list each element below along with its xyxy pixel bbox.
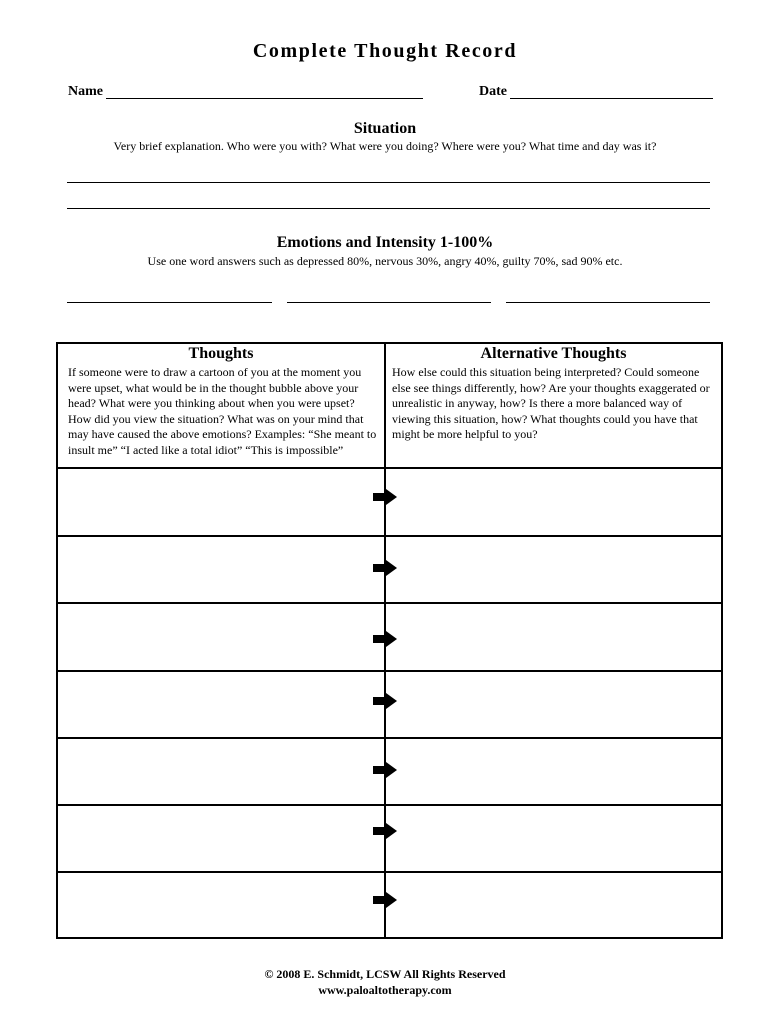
arrow-right-icon	[373, 762, 397, 778]
alternative-cell-6[interactable]	[386, 806, 721, 871]
arrow-right-icon	[373, 892, 397, 908]
situation-heading: Situation	[353, 120, 417, 137]
situation-description: Very brief explanation. Who were you with? What were you doing? Where were you? What time and day was it?	[113, 139, 657, 153]
emotion-field-2[interactable]	[287, 302, 491, 303]
thought-cell-2[interactable]	[58, 537, 384, 602]
alternative-thoughts-description: How else could this situation being interpreted? Could someone else see things differently, how? Are your thoughts exaggerated or unrealistic in anyway, how? Is there a more balanced way of viewing this situation, how? What thoughts could you have that might be more helpful to you?	[392, 365, 710, 441]
emotions-heading: Emotions and Intensity 1-100%	[276, 234, 494, 251]
alternative-cell-2[interactable]	[386, 537, 721, 602]
emotion-field-3[interactable]	[506, 302, 710, 303]
alternative-cell-1[interactable]	[386, 469, 721, 535]
thoughts-description: If someone were to draw a cartoon of you at the moment you were upset, what would be in the thought bubble above your head? What were you thinking about when you were upset? How did you view the situation? What was on your mind that may have caused the above emotions? Examples: “She meant to insult me” “I acted like a total idiot” “This is impossible”	[68, 365, 377, 457]
thought-cell-5[interactable]	[58, 739, 384, 804]
arrow-right-icon	[373, 823, 397, 839]
alternative-cell-3[interactable]	[386, 604, 721, 670]
page-title: Complete Thought Record	[252, 40, 518, 62]
thought-cell-3[interactable]	[58, 604, 384, 670]
date-field[interactable]	[510, 98, 713, 99]
emotion-field-1[interactable]	[67, 302, 272, 303]
footer-website: www.paloaltotherapy.com	[318, 983, 452, 997]
situation-line-1[interactable]	[67, 182, 710, 183]
alternative-cell-5[interactable]	[386, 739, 721, 804]
situation-line-2[interactable]	[67, 208, 710, 209]
thoughts-heading: Thoughts	[188, 345, 254, 362]
thought-cell-7[interactable]	[58, 873, 384, 937]
thought-cell-1[interactable]	[58, 469, 384, 535]
alternative-cell-7[interactable]	[386, 873, 721, 937]
arrow-right-icon	[373, 693, 397, 709]
footer-copyright: © 2008 E. Schmidt, LCSW All Rights Reserved	[264, 967, 506, 981]
arrow-right-icon	[373, 489, 397, 505]
arrow-right-icon	[373, 631, 397, 647]
emotions-description: Use one word answers such as depressed 80%, nervous 30%, angry 40%, guilty 70%, sad 90% etc.	[147, 254, 623, 268]
thought-cell-4[interactable]	[58, 672, 384, 737]
alternative-cell-4[interactable]	[386, 672, 721, 737]
date-label: Date	[479, 84, 507, 99]
name-field[interactable]	[106, 98, 423, 99]
arrow-right-icon	[373, 560, 397, 576]
thought-cell-6[interactable]	[58, 806, 384, 871]
name-label: Name	[68, 84, 103, 99]
alternative-thoughts-heading: Alternative Thoughts	[480, 345, 627, 362]
